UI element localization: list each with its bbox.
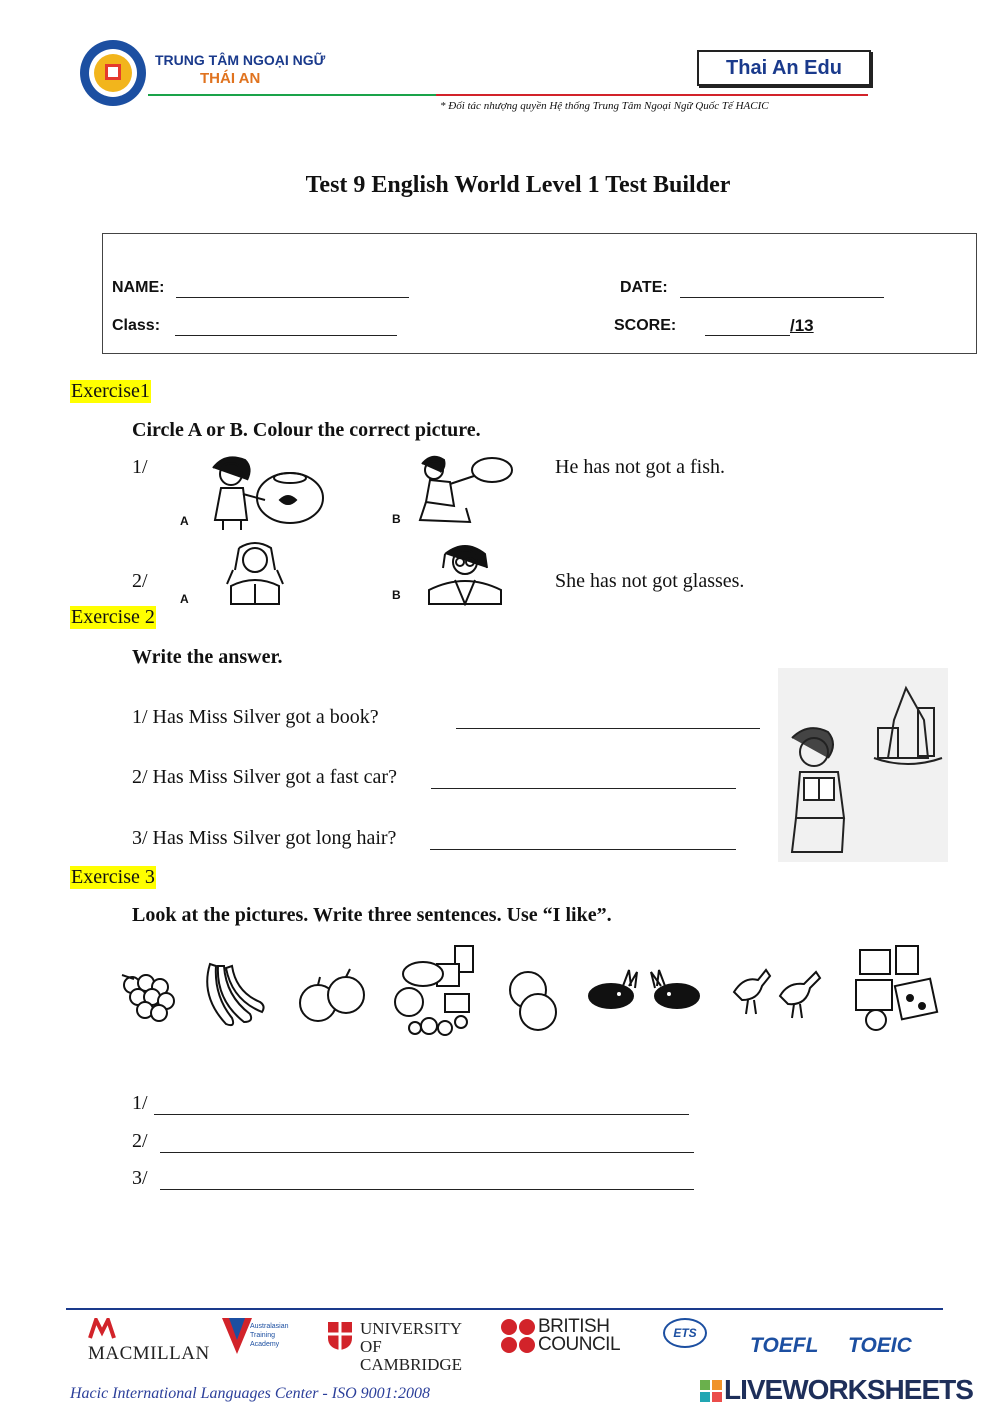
page-title: Test 9 English World Level 1 Test Builder — [305, 172, 731, 198]
toeic-logo: TOEIC — [848, 1334, 912, 1357]
header-center-name-2: THÁI AN — [200, 70, 261, 87]
header-logo — [78, 38, 148, 108]
ex3-answer-3-field[interactable] — [160, 1171, 694, 1190]
score-label: SCORE: — [614, 317, 677, 334]
ex2-question-2: 2/ Has Miss Silver got a fast car? — [132, 766, 397, 788]
ex3-answer-1-field[interactable] — [154, 1096, 689, 1115]
ex2-answer-1-field[interactable] — [456, 710, 760, 729]
brand-box — [697, 50, 871, 86]
british-council-logo — [500, 1318, 536, 1359]
ets-logo-text: ETS — [673, 1326, 697, 1340]
boy-holding-bowl-picture-b[interactable] — [410, 452, 520, 526]
ex1-item1-option-b: B — [392, 512, 401, 526]
ex1-item1-sentence: He has not got a fish. — [555, 456, 725, 478]
exercise1-heading: Exercise1 — [71, 380, 150, 402]
ex1-item2-option-b: B — [392, 588, 401, 602]
macmillan-logo — [88, 1318, 210, 1365]
ex1-item2-number: 2/ — [132, 570, 148, 592]
ex3-line-2-number: 2/ — [132, 1130, 148, 1152]
boy-with-fishbowl-picture-a[interactable] — [195, 450, 335, 532]
food-pile-icon — [385, 940, 485, 1040]
rabbits-icon — [585, 968, 711, 1012]
british-council-logo-text: BRITISH COUNCIL — [538, 1316, 621, 1355]
header-tagline: * Đối tác nhượng quyền Hệ thống Trung Tâm Ngoại Ngữ Quốc Tế HACIC — [440, 100, 769, 112]
ex3-line-3-number: 3/ — [132, 1167, 148, 1189]
class-field[interactable] — [175, 320, 397, 336]
header-rule — [148, 94, 868, 96]
exercise3-heading: Exercise 3 — [71, 866, 155, 888]
girl-with-glasses-picture-b[interactable] — [415, 540, 515, 606]
footer-rule — [66, 1308, 943, 1310]
ex1-item1-number: 1/ — [132, 456, 148, 478]
exercise3-instruction: Look at the pictures. Write three sentences. Use “I like”. — [132, 904, 612, 926]
ex2-answer-2-field[interactable] — [431, 770, 736, 789]
score-field[interactable] — [705, 320, 790, 336]
toefl-logo: TOEFL — [750, 1334, 819, 1357]
date-label: DATE: — [620, 279, 668, 296]
grapes-icon — [112, 965, 180, 1027]
name-label: NAME: — [112, 279, 165, 296]
oranges-icon — [500, 966, 566, 1034]
ex2-question-1: 1/ Has Miss Silver got a book? — [132, 706, 379, 728]
ata-logo-text: Australasian Training Academy — [250, 1323, 289, 1348]
date-field[interactable] — [680, 282, 884, 298]
toys-icon — [850, 940, 946, 1034]
name-field[interactable] — [176, 282, 409, 298]
ex2-answer-3-field[interactable] — [430, 831, 736, 850]
exercise1-instruction: Circle A or B. Colour the correct picture. — [132, 419, 481, 441]
macmillan-logo-text: MACMILLAN — [88, 1343, 210, 1364]
apples-icon — [296, 965, 368, 1029]
liveworksheets-watermark: LIVEWORKSHEETS — [724, 1374, 973, 1405]
ex3-answer-2-field[interactable] — [160, 1134, 694, 1153]
brand-box-text: Thai An Edu — [726, 57, 842, 79]
exercise2-heading: Exercise 2 — [71, 606, 155, 628]
header-center-name: TRUNG TÂM NGOẠI NGỮ — [155, 52, 326, 68]
exercise2-instruction: Write the answer. — [132, 646, 283, 668]
bananas-icon — [196, 956, 268, 1032]
ex2-question-3: 3/ Has Miss Silver got long hair? — [132, 827, 397, 849]
ex3-line-1-number: 1/ — [132, 1092, 148, 1114]
cambridge-logo-text: UNIVERSITY OF CAMBRIDGE — [360, 1319, 463, 1374]
class-label: Class: — [112, 317, 161, 334]
ex1-item2-option-a: A — [180, 592, 189, 606]
ata-logo — [218, 1314, 302, 1360]
ex1-item1-option-a: A — [180, 514, 189, 528]
cambridge-logo — [326, 1320, 354, 1357]
score-total: /13 — [790, 316, 814, 335]
birds-icon — [724, 952, 830, 1022]
ets-logo — [650, 1318, 720, 1358]
footer-center-text: Hacic International Languages Center - ISO 9001:2008 — [70, 1385, 430, 1402]
girl-with-braids-picture-a[interactable] — [215, 540, 295, 606]
liveworksheets-logo-icon — [700, 1380, 722, 1407]
miss-silver-reading-picture — [778, 668, 948, 862]
ex1-item2-sentence: She has not got glasses. — [555, 570, 745, 592]
